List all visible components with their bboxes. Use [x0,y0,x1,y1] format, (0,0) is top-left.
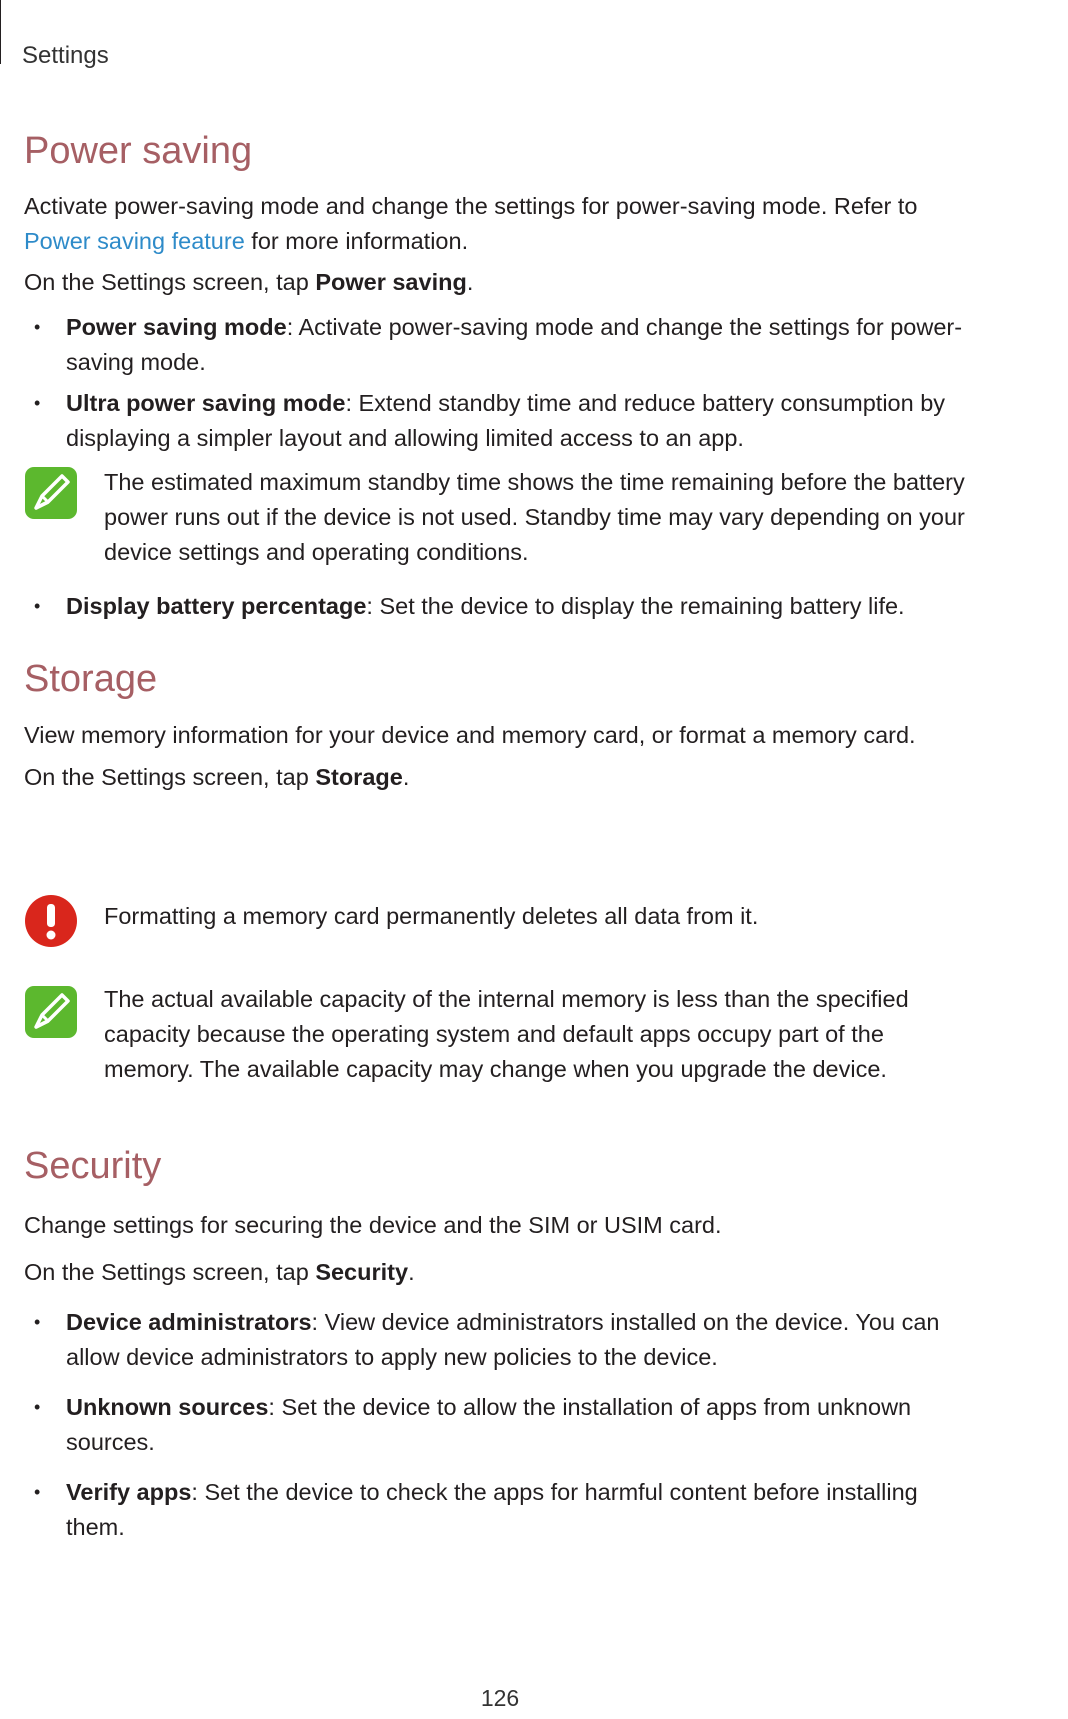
section-title-security: Security [24,1145,162,1187]
bullet-dot: • [34,1482,41,1502]
storage-intro: View memory information for your device and memory card, or format a memory card. [24,722,916,748]
section-title-storage: Storage [24,658,158,700]
intro-text-end: for more information. [244,228,469,254]
item-label: Device administrators [66,1309,312,1335]
nav-prefix: On the Settings screen, tap [24,764,316,790]
bullet-dot: • [34,596,41,616]
header-rule [0,0,1,64]
caution-exclamation-icon [24,894,78,948]
caution-text: Formatting a memory card permanently deletes all data from it. [104,903,759,929]
bullet-dot: • [34,393,41,413]
item-label: Verify apps [66,1479,192,1505]
power-saving-intro [24,189,974,259]
security-nav [24,1255,974,1290]
item-desc: : Set the device to check the apps for harmful content before installing them. [66,1479,918,1540]
power-saving-feature-link[interactable]: Power saving feature [24,228,245,254]
storage-nav [24,760,974,795]
note-pencil-icon [24,466,78,520]
security-intro: Change settings for securing the device and the SIM or USIM card. [24,1212,722,1238]
bullet-dot: • [34,1397,41,1417]
item-label: Ultra power saving mode [66,390,346,416]
item-desc: : Set the device to allow the installation of apps from unknown sources. [66,1394,912,1455]
nav-prefix: On the Settings screen, tap [24,1259,316,1285]
item-label: Power saving mode [66,314,287,340]
bullet-dot: • [34,1312,41,1332]
item-desc: : Extend standby time and reduce battery consumption by displaying a simpler layout and allowing limited access to an app. [66,390,946,451]
note-text: The actual available capacity of the internal memory is less than the specified capacity because the operating system and default apps occupy part of the memory. The available capacity may change when you upgrade the device. [104,986,909,1082]
note-text: The estimated maximum standby time shows the time remaining before the battery power runs out if the device is not used. Standby time may vary depending on your device settings and operating conditions. [104,469,965,565]
item-label: Unknown sources [66,1394,269,1420]
power-saving-nav [24,265,974,300]
nav-suffix: . [402,764,410,790]
nav-target: Storage [315,764,403,790]
section-title-power-saving: Power saving [24,130,253,172]
intro-text: Activate power-saving mode and change the settings for power-saving mode. Refer to [24,193,918,219]
header-title: Settings [22,42,109,69]
bullet-dot: • [34,317,41,337]
nav-target: Power saving [315,269,467,295]
note-pencil-icon [24,985,78,1039]
nav-prefix: On the Settings screen, tap [24,269,316,295]
page-number: 126 [480,1685,520,1711]
item-desc: : Set the device to display the remaining battery life. [366,593,905,619]
nav-target: Security [315,1259,409,1285]
nav-suffix: . [408,1259,415,1285]
item-desc: : Activate power-saving mode and change the settings for power-saving mode. [66,314,963,375]
nav-suffix: . [466,269,474,295]
item-label: Display battery percentage [66,593,367,619]
item-desc: : View device administrators installed on the device. You can allow device administrators to apply new policies to the device. [66,1309,940,1370]
